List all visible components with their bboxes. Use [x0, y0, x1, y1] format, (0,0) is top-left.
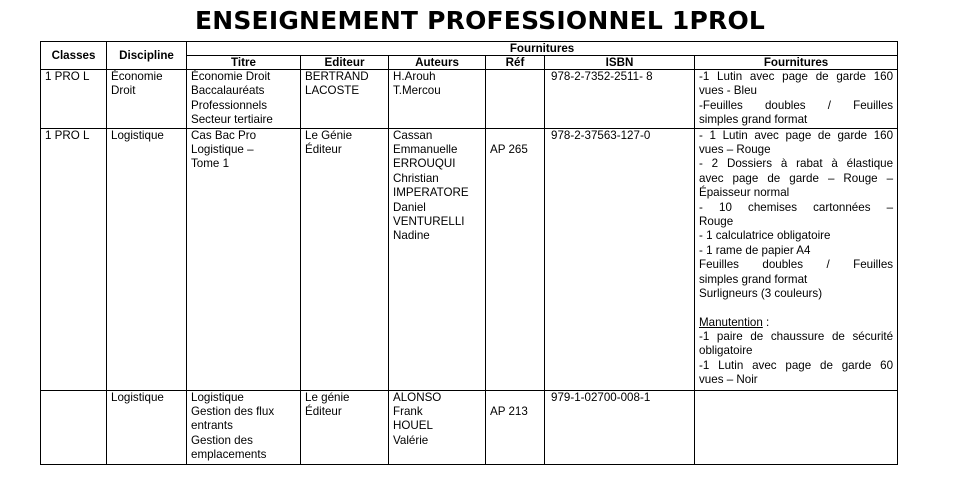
cell-auteurs-line: Valérie — [393, 433, 429, 447]
cell-auteurs-line: Christian — [393, 171, 439, 185]
cell-isbn-line: 979-1-02700-008-1 — [551, 390, 651, 404]
header-editeur: Editeur — [301, 56, 389, 70]
fourniture-line: -1 Lutin avec page de garde 60 — [699, 358, 894, 372]
table-row — [41, 390, 898, 464]
cell-auteurs-line: Daniel — [393, 200, 426, 214]
header-isbn: ISBN — [545, 56, 695, 70]
cell-editeur-line: Le Génie — [305, 128, 353, 142]
cell-editeur-line: LACOSTE — [305, 84, 360, 98]
cell-editeur — [301, 70, 389, 129]
header-ref: Réf — [486, 56, 545, 70]
cell-fournitures — [695, 128, 898, 390]
cell-discipline-line: Logistique — [111, 390, 164, 404]
header-titre: Titre — [187, 56, 301, 70]
cell-titre-line: Baccalauréats — [191, 84, 265, 98]
cell-titre-line: Cas Bac Pro — [191, 128, 257, 142]
fourniture-line: vues – Rouge — [699, 143, 771, 157]
cell-auteurs-line: VENTURELLI — [393, 215, 465, 229]
fourniture-line: Feuilles doubles / Feuilles — [699, 258, 894, 272]
cell-discipline — [107, 128, 187, 390]
header-fournitures: Fournitures — [695, 56, 898, 70]
cell-titre-line: Tome 1 — [191, 157, 230, 171]
header-fournitures-group: Fournitures — [187, 42, 898, 56]
cell-fournitures — [695, 70, 898, 129]
cell-discipline-line: Logistique — [111, 128, 164, 142]
fourniture-line: -Feuilles doubles / Feuilles — [699, 98, 894, 112]
cell-titre — [187, 70, 301, 129]
cell-discipline — [107, 70, 187, 129]
cell-auteurs — [389, 128, 486, 390]
cell-isbn — [545, 390, 695, 464]
cell-auteurs-line: Cassan — [393, 128, 433, 142]
cell-auteurs-line: IMPERATORE — [393, 186, 469, 200]
cell-auteurs — [389, 70, 486, 129]
cell-editeur-line: Le génie — [305, 390, 350, 404]
cell-editeur — [301, 390, 389, 464]
cell-titre-line: entrants — [191, 419, 233, 433]
cell-ref — [486, 390, 545, 464]
fourniture-line: - 1 Lutin avec page de garde 160 — [699, 128, 894, 142]
table-row — [41, 70, 898, 129]
fourniture-line: vues - Bleu — [699, 84, 757, 98]
cell-ref-line: AP 265 — [490, 142, 528, 156]
fourniture-line: Rouge — [699, 215, 734, 229]
fourniture-line: - 1 rame de papier A4 — [699, 243, 811, 257]
cell-classe — [41, 390, 107, 464]
cell-editeur-line: Éditeur — [305, 405, 342, 419]
cell-auteurs-line: Nadine — [393, 229, 430, 243]
cell-auteurs-line: Emmanuelle — [393, 143, 458, 157]
cell-titre — [187, 128, 301, 390]
cell-isbn-line: 978-2-7352-2511- 8 — [551, 70, 653, 83]
fourniture-line: simples grand format — [699, 272, 808, 286]
cell-isbn — [545, 70, 695, 129]
cell-titre-line: Logistique — [191, 390, 244, 404]
cell-auteurs-line: HOUEL — [393, 419, 433, 433]
cell-fournitures — [695, 390, 898, 464]
cell-discipline — [107, 390, 187, 464]
header-discipline: Discipline — [107, 42, 187, 70]
cell-titre-line: Gestion des — [191, 433, 253, 447]
header-classes: Classes — [41, 42, 107, 70]
fourniture-line: vues – Noir — [699, 373, 758, 387]
cell-discipline-line: Économie — [111, 70, 163, 83]
fourniture-line: simples grand format — [699, 113, 808, 127]
cell-titre-line: Professionnels — [191, 98, 268, 112]
fourniture-line: -1 paire de chaussure de sécurité — [699, 329, 894, 343]
fourniture-line: -1 Lutin avec page de garde 160 — [699, 70, 894, 83]
cell-auteurs-line: ERROUQUI — [393, 157, 456, 171]
fourniture-line: obligatoire — [699, 344, 753, 358]
fourniture-line: Surligneurs (3 couleurs) — [699, 287, 823, 301]
page-title: ENSEIGNEMENT PROFESSIONNEL 1PROL — [194, 6, 766, 35]
cell-editeur-line: Éditeur — [305, 143, 342, 157]
cell-ref — [486, 70, 545, 129]
cell-titre — [187, 390, 301, 464]
section-heading: Manutention — [699, 315, 763, 329]
cell-titre-line: emplacements — [191, 448, 267, 462]
cell-ref-line: AP 213 — [490, 404, 528, 418]
fourniture-line: - 2 Dossiers à rabat à élastique — [699, 157, 894, 171]
header-auteurs: Auteurs — [389, 56, 486, 70]
cell-editeur — [301, 128, 389, 390]
supplies-table — [40, 41, 898, 465]
cell-auteurs-line: H.Arouh — [393, 70, 436, 83]
fourniture-line: Épaisseur normal — [699, 186, 790, 200]
cell-isbn — [545, 128, 695, 390]
cell-titre-line: Secteur tertiaire — [191, 113, 273, 127]
fourniture-line: - 1 calculatrice obligatoire — [699, 229, 831, 243]
cell-titre-line: Logistique – — [191, 143, 254, 157]
cell-auteurs-line: Frank — [393, 405, 423, 419]
cell-auteurs-line: T.Mercou — [393, 84, 441, 98]
fourniture-line: avec page de garde – Rouge – — [699, 171, 894, 185]
cell-ref — [486, 128, 545, 390]
cell-isbn-line: 978-2-37563-127-0 — [551, 128, 651, 142]
cell-classe-line: 1 PRO L — [45, 70, 90, 83]
cell-classe — [41, 128, 107, 390]
cell-editeur-line: BERTRAND — [305, 70, 369, 83]
cell-titre-line: Gestion des flux — [191, 405, 275, 419]
cell-auteurs-line: ALONSO — [393, 390, 442, 404]
fourniture-line — [699, 302, 893, 316]
table-row — [41, 128, 898, 390]
cell-titre-line: Économie Droit — [191, 70, 271, 83]
cell-auteurs — [389, 390, 486, 464]
fourniture-line: - 10 chemises cartonnées – — [699, 200, 894, 214]
cell-classe-line: 1 PRO L — [45, 128, 90, 142]
fourniture-line: Manutention : — [699, 315, 770, 329]
cell-discipline-line: Droit — [111, 84, 136, 98]
cell-classe — [41, 70, 107, 129]
